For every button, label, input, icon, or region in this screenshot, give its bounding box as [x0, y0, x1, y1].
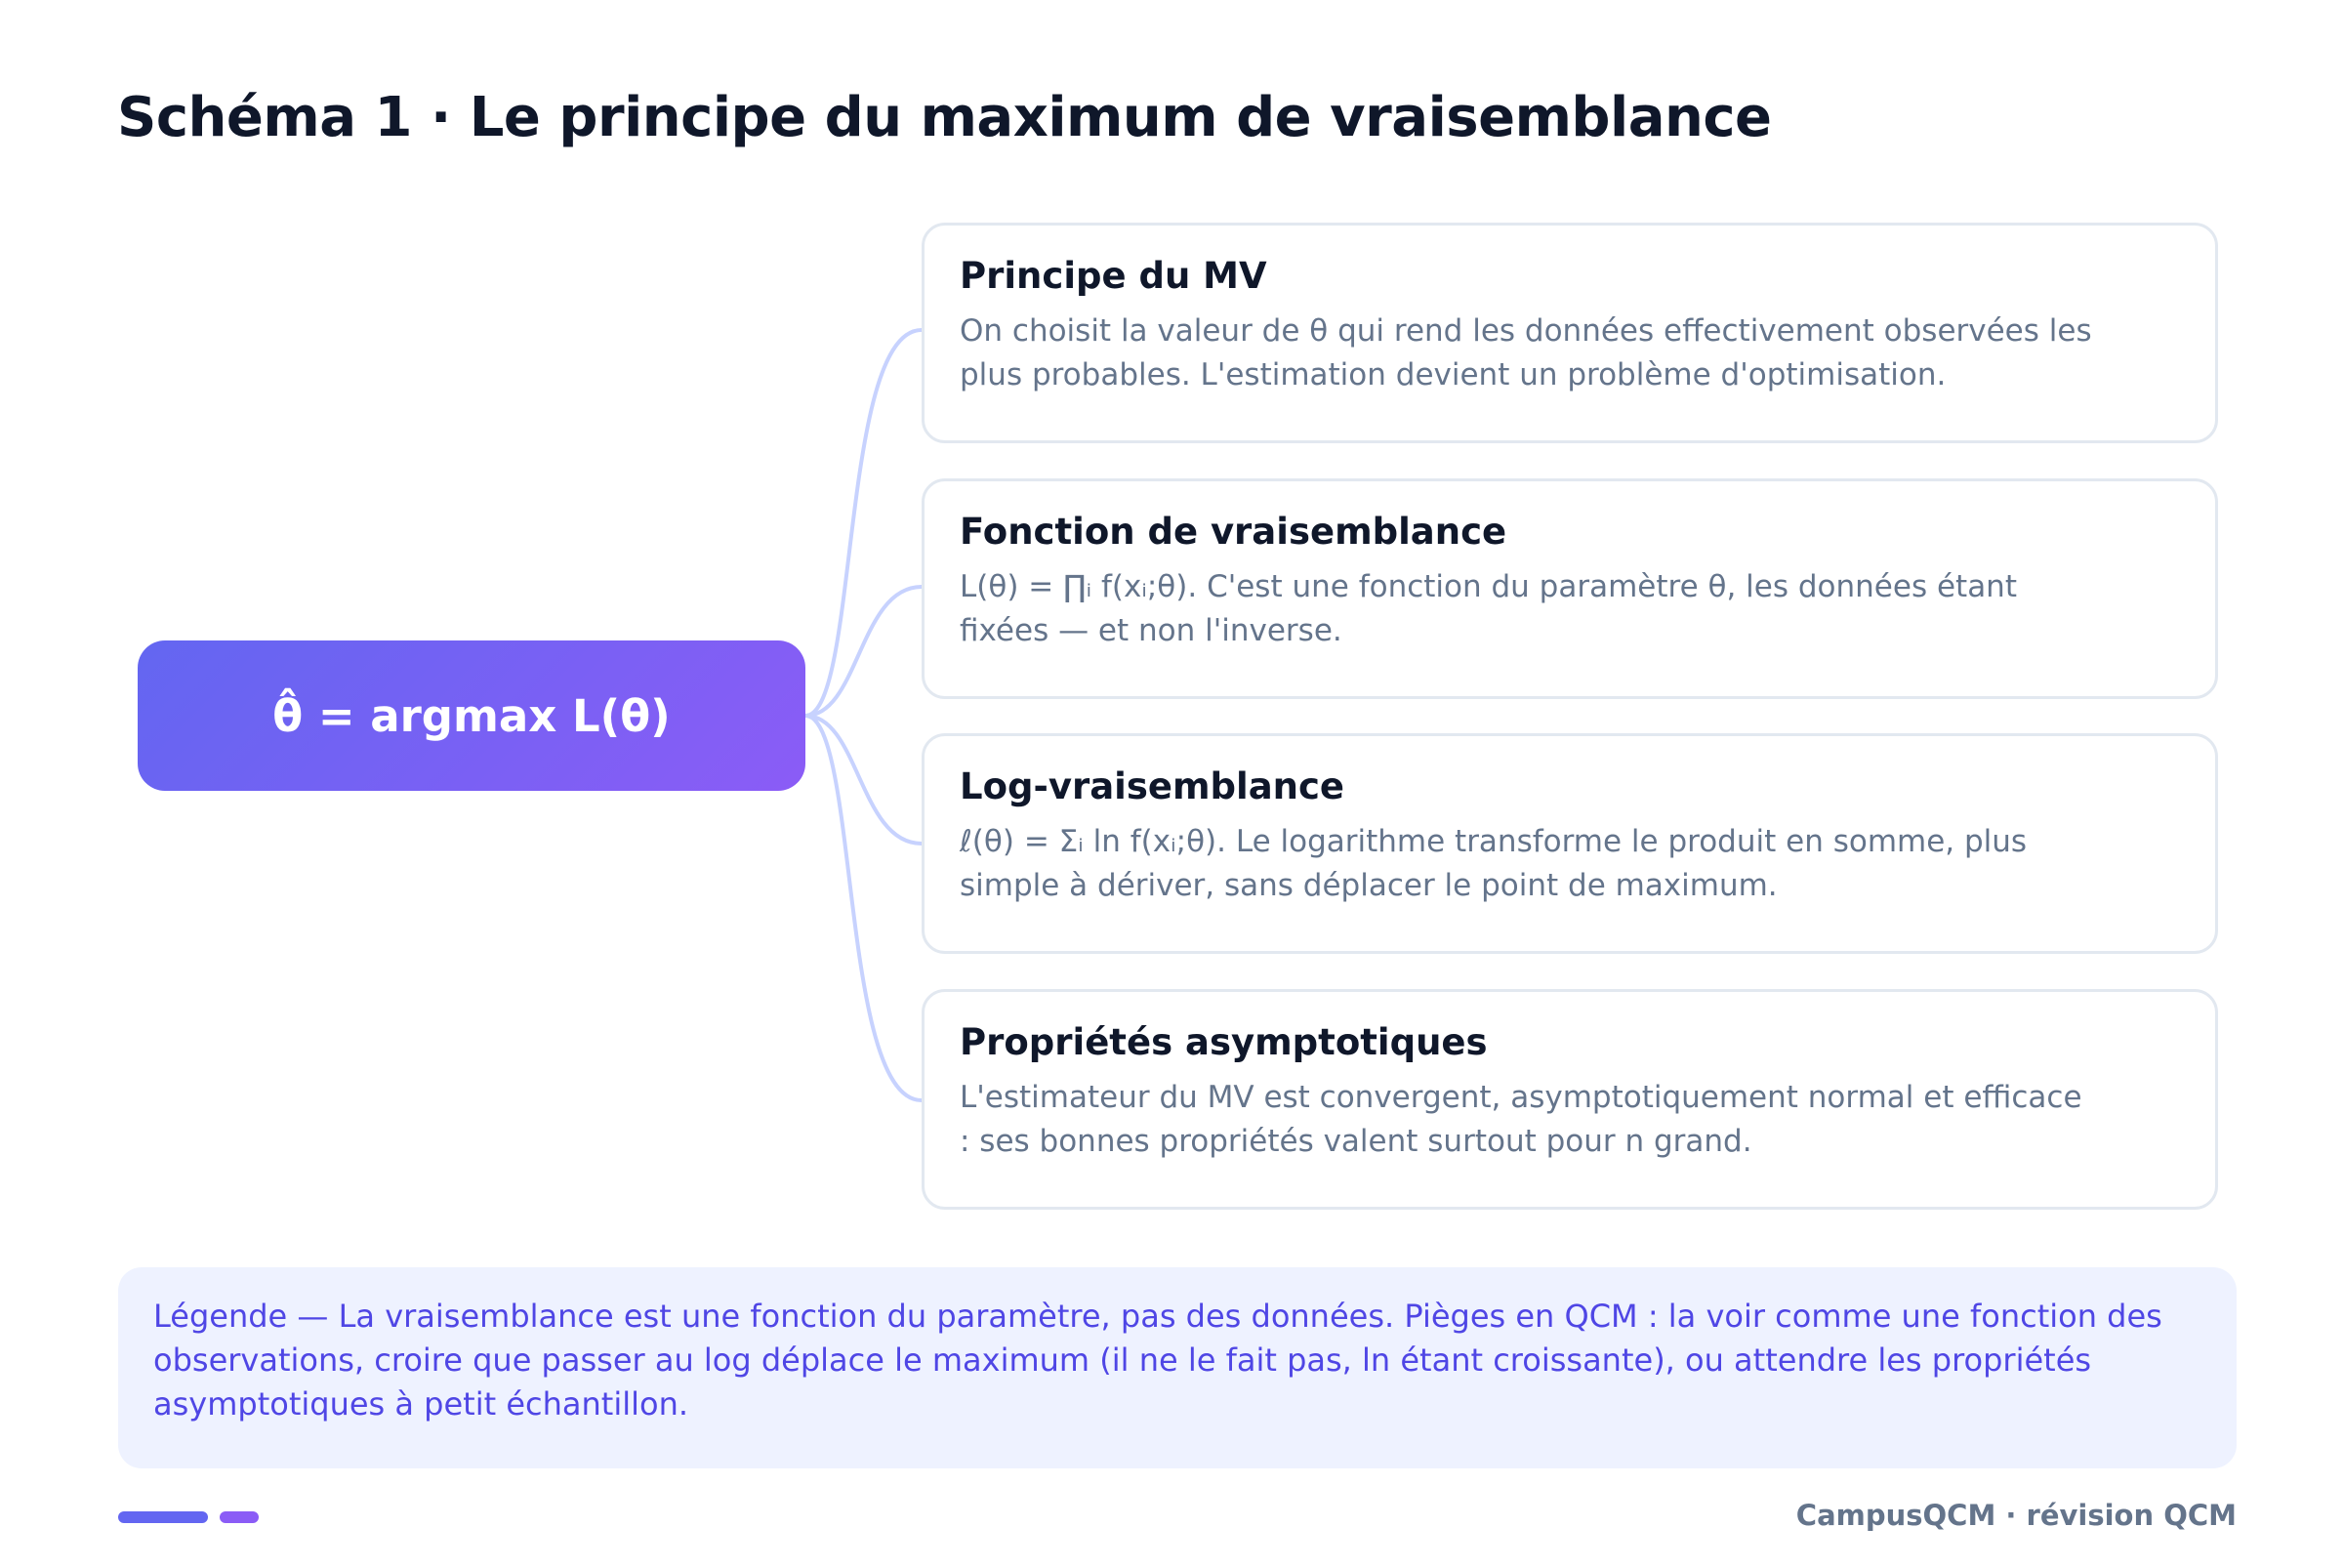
legend-box: [118, 1267, 2237, 1468]
card-text: ℓ(θ) = Σᵢ ln f(xᵢ;θ). Le logarithme transforme le produit en somme, plus simple à dériver, sans déplacer le point de maximum.: [960, 824, 2028, 904]
card-title: Fonction de vraisemblance: [960, 511, 1507, 553]
card-fonction-vraisemblance: [922, 478, 2218, 699]
card-title: Log-vraisemblance: [960, 765, 1345, 807]
footer-accent-bar: [118, 1511, 208, 1523]
central-formula-node: [138, 640, 805, 791]
central-formula-label: θ̂ = argmax L(θ): [272, 689, 671, 742]
card-log-vraisemblance: [922, 733, 2218, 954]
connector-to-fonction: [805, 587, 922, 716]
connector-to-principe: [805, 330, 922, 716]
card-text: L'estimateur du MV est convergent, asymptotiquement normal et efficace : ses bonnes propriétés valent surtout pour n grand.: [960, 1080, 2082, 1160]
footer-accent-bar-small: [220, 1511, 259, 1523]
card-title: Principe du MV: [960, 255, 1267, 297]
connector-to-proprietes: [805, 716, 922, 1100]
card-text: On choisit la valeur de θ qui rend les données effectivement observées les plus probables. L'estimation devient un problème d'optimisation.: [960, 313, 2092, 393]
card-proprietes-asymptotiques: [922, 989, 2218, 1210]
card-text: L(θ) = ∏ᵢ f(xᵢ;θ). C'est une fonction du paramètre θ, les données étant fixées — et non l'inverse.: [960, 569, 2017, 649]
footer-brand: CampusQCM · révision QCM: [1795, 1499, 2237, 1532]
card-title: Propriétés asymptotiques: [960, 1021, 1488, 1063]
connector-to-log: [805, 716, 922, 844]
card-principe: [922, 223, 2218, 443]
page-title: Schéma 1 · Le principe du maximum de vraisemblance: [117, 86, 1772, 149]
legend-text: Légende — La vraisemblance est une fonction du paramètre, pas des données. Pièges en QCM : la voir comme une fonction des observations, croire que passer au log déplace le maximum (il ne le fait pas, ln étant croissante), ou attendre les propriétés asymptotiques à petit échantillon.: [153, 1298, 2162, 1423]
